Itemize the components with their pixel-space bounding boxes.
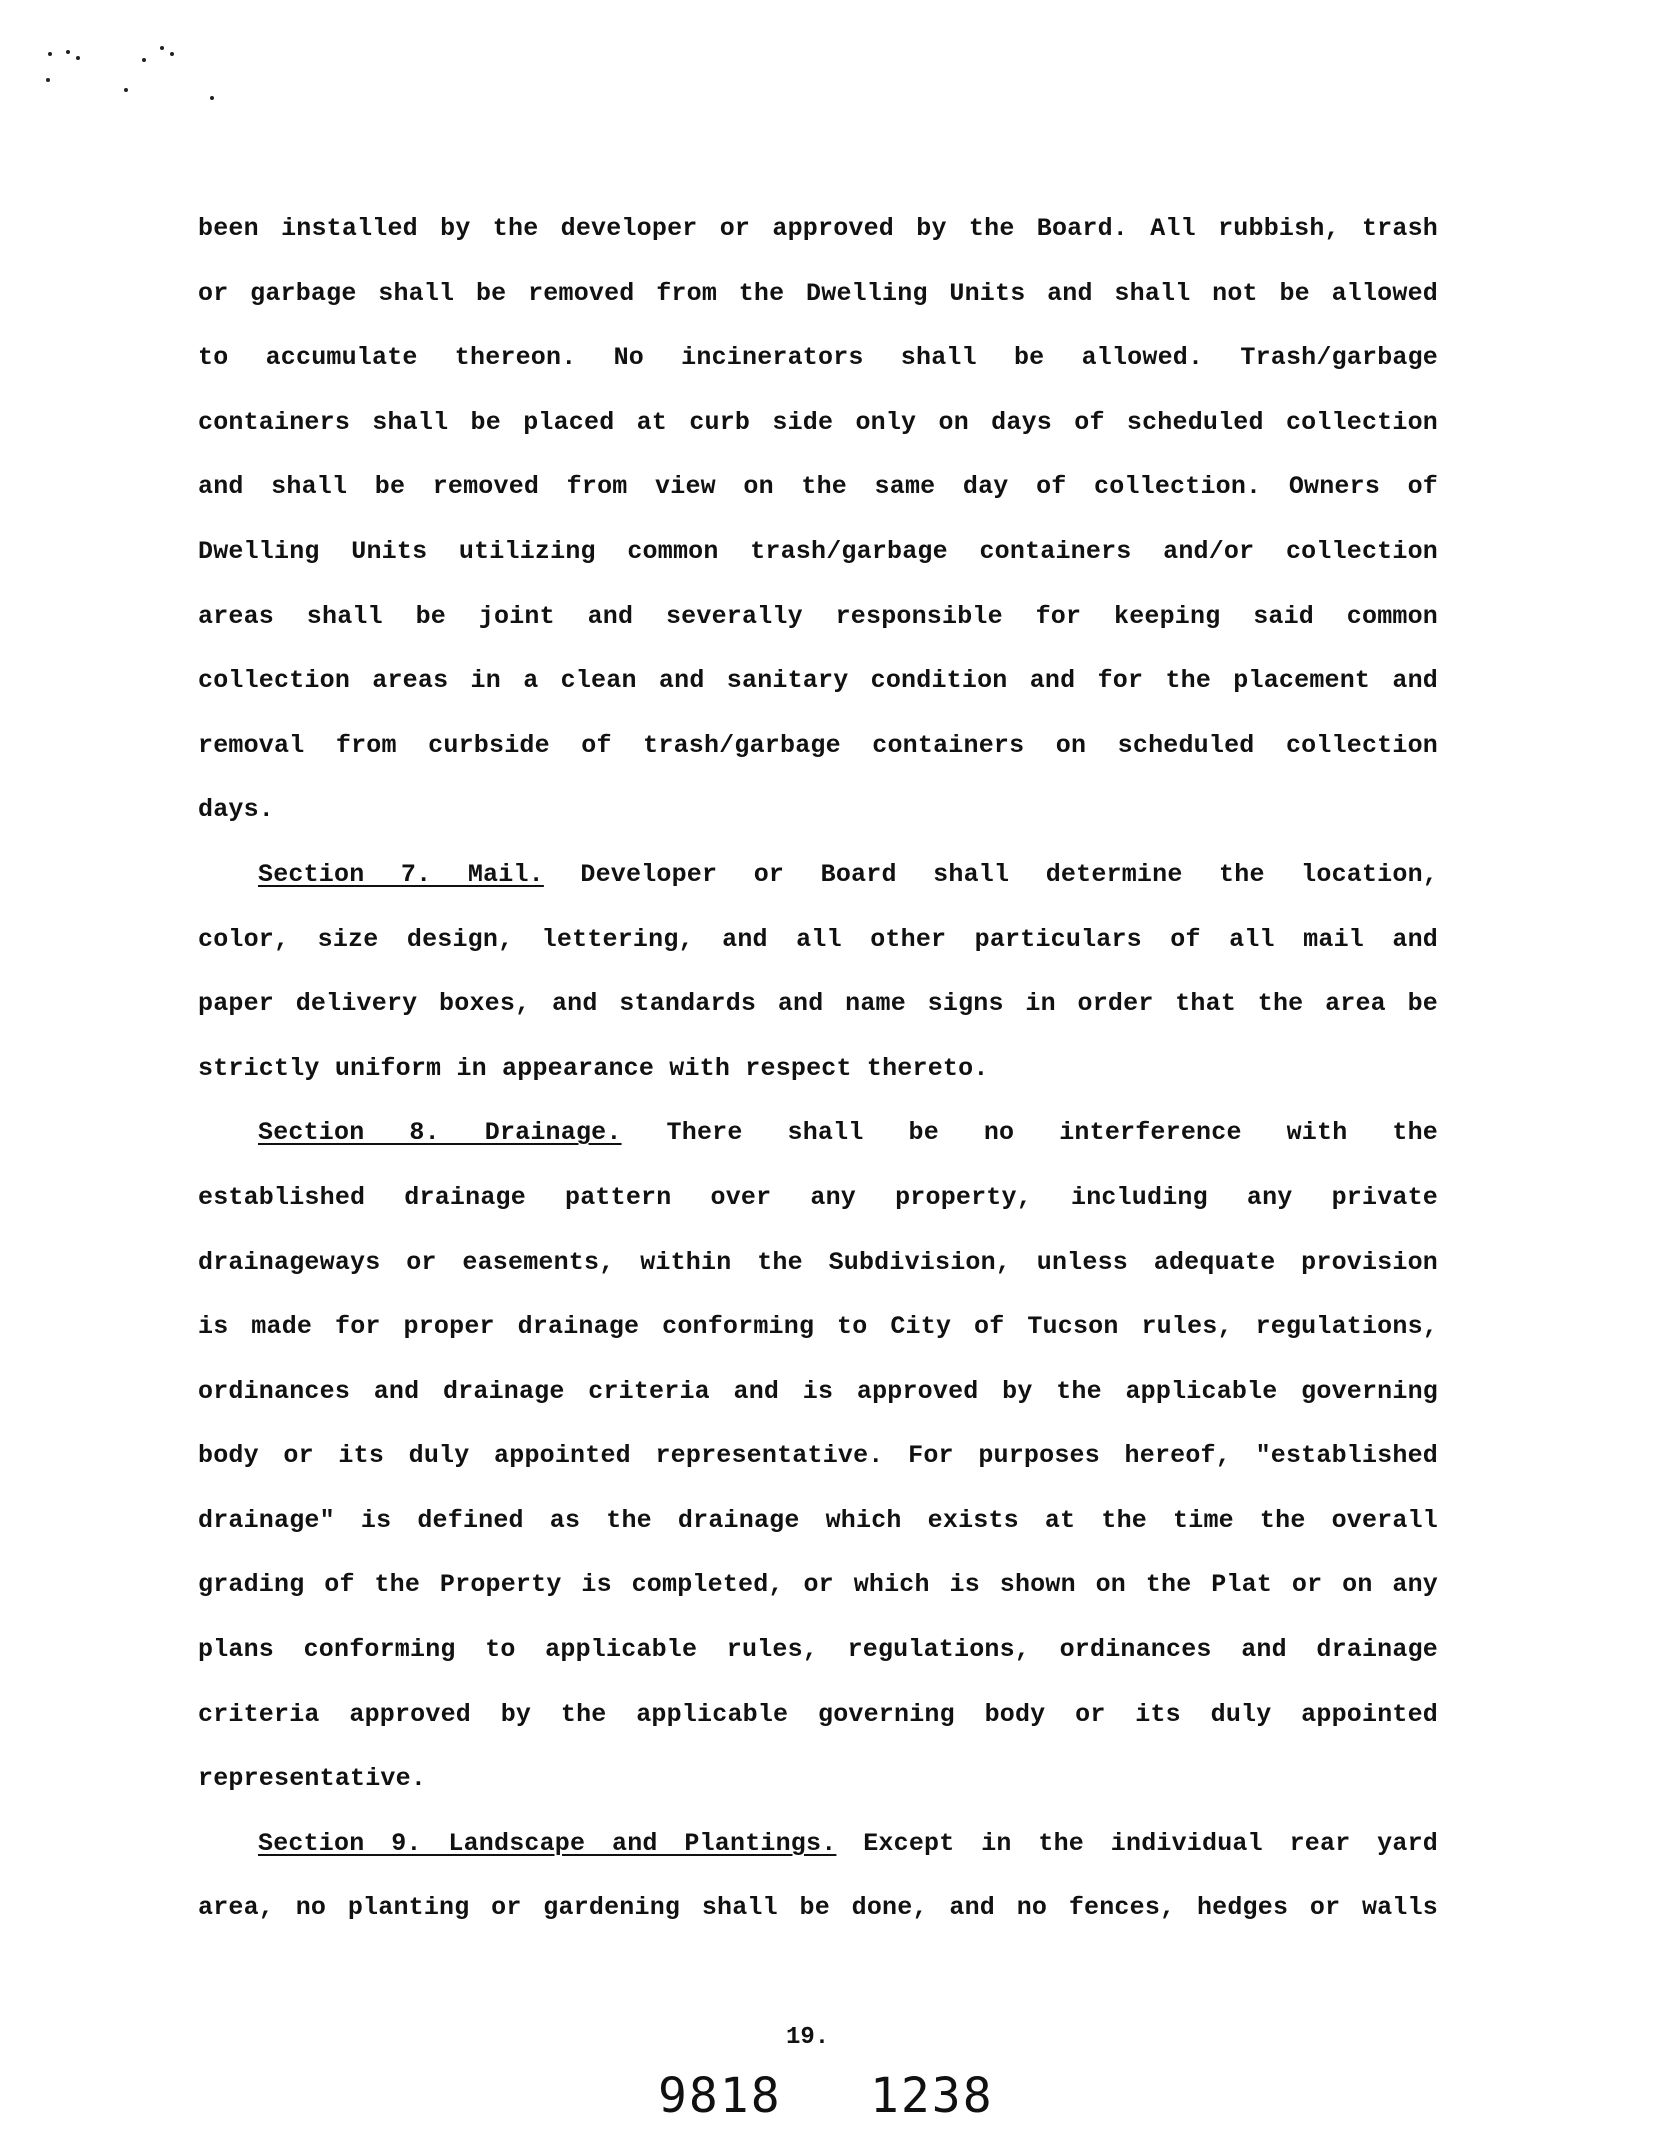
text-line: grading of the Property is completed, or which is shown on the Plat or on any (198, 1570, 1438, 1600)
text-line: criteria approved by the applicable governing body or its duly appointed (198, 1699, 1438, 1729)
scan-speck (48, 52, 52, 56)
text-line: and shall be removed from view on the same day of collection. Owners of (198, 472, 1438, 502)
text-line: strictly uniform in appearance with respect thereto. (198, 1053, 989, 1083)
text-line: to accumulate thereon. No incinerators shall be allowed. Trash/garbage (198, 343, 1438, 373)
text-line: area, no planting or gardening shall be done, and no fences, hedges or walls (198, 1893, 1438, 1923)
scan-speck (76, 56, 80, 60)
scan-speck (124, 88, 128, 92)
text-line: drainage" is defined as the drainage which exists at the time the overall (198, 1505, 1438, 1535)
text-line: been installed by the developer or approved by the Board. All rubbish, trash (198, 214, 1438, 243)
section-8-heading: Section 8. Drainage. (258, 1118, 622, 1148)
section-7-heading: Section 7. Mail. (258, 859, 544, 889)
text-line: body or its duly appointed representative. For purposes hereof, "established (198, 1441, 1438, 1471)
record-stamp-book: 9818 (658, 2068, 782, 2124)
text-fragment: There shall be no interference with the (621, 1118, 1438, 1148)
text-fragment: Except in the individual rear yard (836, 1828, 1438, 1858)
body-text (198, 197, 1438, 1941)
section-8-line (198, 1101, 1438, 1166)
section-9-line (198, 1812, 1438, 1877)
text-line: areas shall be joint and severally responsible for keeping said common (198, 601, 1438, 631)
text-line: paper delivery boxes, and standards and name signs in order that the area be (198, 989, 1438, 1019)
text-line: plans conforming to applicable rules, regulations, ordinances and drainage (198, 1635, 1438, 1665)
text-line: removal from curbside of trash/garbage containers on scheduled collection (198, 730, 1438, 760)
text-line: representative. (198, 1764, 427, 1794)
text-line: or garbage shall be removed from the Dwelling Units and shall not be allowed (198, 278, 1438, 308)
text-line: drainageways or easements, within the Subdivision, unless adequate provision (198, 1247, 1438, 1277)
section-7-line (198, 843, 1438, 908)
page-number: 19. (786, 2024, 830, 2051)
scan-speck (46, 78, 50, 82)
text-line: containers shall be placed at curb side only on days of scheduled collection (198, 407, 1438, 437)
text-line: color, size design, lettering, and all other particulars of all mail and (198, 924, 1438, 954)
text-fragment: Developer or Board shall determine the location, (543, 859, 1438, 889)
scan-speck (170, 52, 174, 56)
section-9-heading: Section 9. Landscape and Plantings. (258, 1828, 837, 1858)
scan-speck (210, 96, 214, 100)
text-line: Dwelling Units utilizing common trash/garbage containers and/or collection (198, 536, 1438, 566)
text-line: days. (198, 795, 275, 825)
text-line: ordinances and drainage criteria and is approved by the applicable governing (198, 1376, 1438, 1406)
record-stamp-page: 1238 (870, 2068, 994, 2124)
text-line: collection areas in a clean and sanitary condition and for the placement and (198, 666, 1438, 696)
scan-speck (66, 50, 70, 54)
text-line: established drainage pattern over any property, including any private (198, 1182, 1438, 1212)
scan-speck (160, 46, 164, 50)
scan-speck (142, 58, 146, 62)
text-line: is made for proper drainage conforming to City of Tucson rules, regulations, (198, 1312, 1438, 1342)
